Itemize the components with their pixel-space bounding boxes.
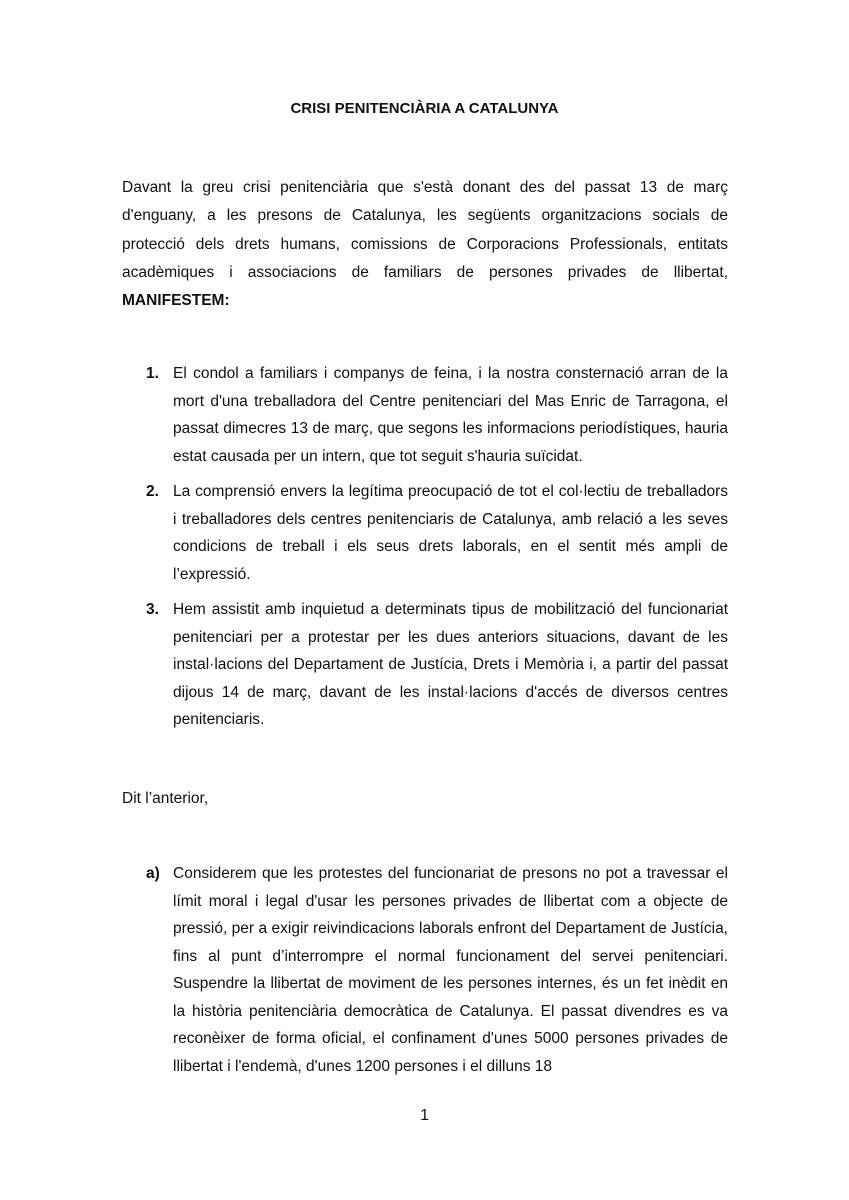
list-marker: 1. — [146, 365, 159, 382]
numbered-list — [146, 360, 728, 742]
list-item — [146, 478, 728, 588]
list-marker: 2. — [146, 483, 159, 500]
list-item-text: El condol a familiars i companys de feina, i la nostra consternació arran de la mort d'una treballadora del Centre penitenciari del Mas Enric de Tarragona, el passat dimecres 13 de març, que segons les informacions periodístiques, hauria estat causada per un intern, que tot seguit s'hauria suïcidat. — [173, 365, 728, 465]
list-marker: 3. — [146, 601, 159, 618]
list-item-text: Hem assistit amb inquietud a determinats tipus de mobilització del funcionariat penitenciari per a protestar per les dues anteriors situacions, davant de les instal·lacions del Departament de Justícia, Drets i Memòria i, a partir del passat dijous 14 de març, davant de les instal·lacions d'accés de diversos centres penitenciaris. — [173, 601, 728, 728]
page-number: 1 — [420, 1107, 429, 1124]
intro-text: Davant la greu crisi penitenciària que s'està donant des del passat 13 de març d'enguany, a les presons de Catalunya, les següents organitzacions socials de protecció dels drets humans, comissions de Corporacions Professionals, entitats acadèmiques i associacions de familiars de persones privades de llibertat, — [122, 179, 728, 281]
intro-paragraph — [122, 174, 728, 315]
list-item — [146, 596, 728, 734]
intro-bold-heading: MANIFESTEM: — [122, 292, 230, 310]
list-item — [146, 860, 728, 1080]
document-title: CRISI PENITENCIÀRIA A CATALUNYA — [290, 100, 559, 117]
list-marker: a) — [146, 865, 160, 882]
list-item — [146, 360, 728, 470]
list-item-text: La comprensió envers la legítima preocupació de tot el col·lectiu de treballadors i treballadores dels centres penitenciaris de Catalunya, amb relació a les seves condicions de treball i els seus drets laborals, en el sentit més ampli de l’expressió. — [173, 483, 728, 583]
list-item-text: Considerem que les protestes del funcionariat de presons no pot a travessar el límit moral i legal d'usar les persones privades de llibertat com a objecte de pressió, per a exigir reivindicacions laborals enfront del Departament de Justícia, fins al punt d’interrompre el normal funcionament del servei penitenciari. Suspendre la llibertat de moviment de les persones internes, és un fet inèdit en la història penitenciària democràtica de Catalunya. El passat divendres es va reconèixer de forma oficial, el confinament d'unes 5000 persones privades de llibertat i l'endemà, d'unes 1200 persones i el dilluns 18 — [173, 865, 728, 1075]
lettered-list — [146, 860, 728, 1088]
transition-paragraph: Dit l’anterior, — [122, 790, 209, 807]
